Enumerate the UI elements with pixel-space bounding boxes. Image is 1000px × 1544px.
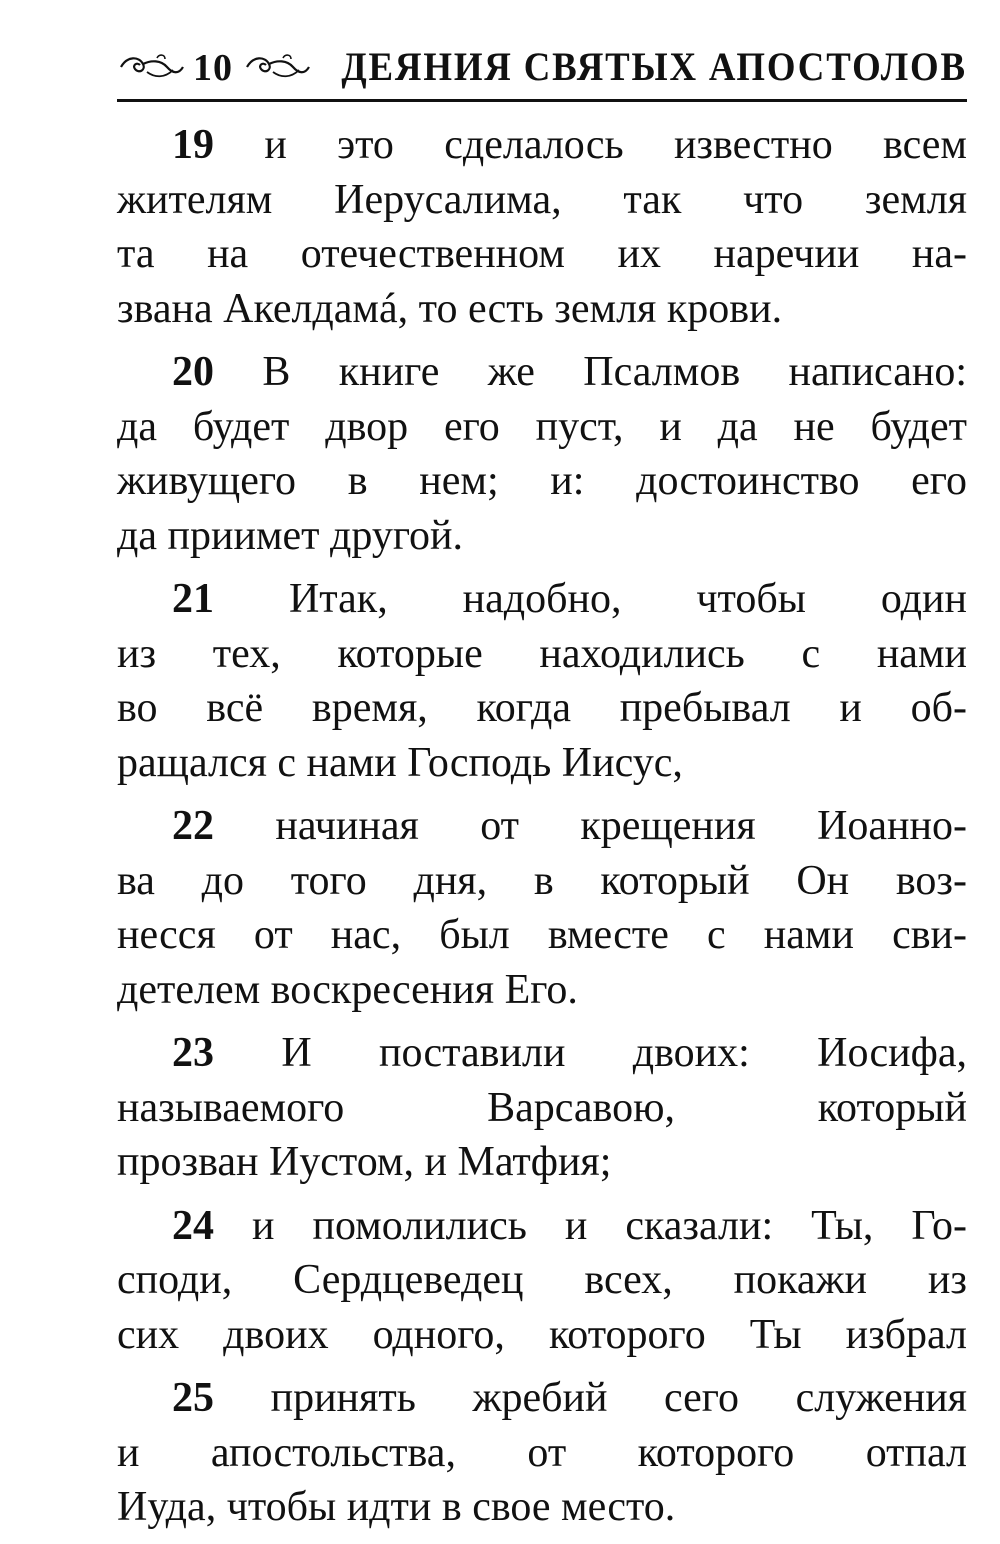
text-line: 19 и это сделалось известно всем bbox=[172, 122, 968, 168]
text-line: сих двоих одного, которого Ты избрал bbox=[117, 1311, 967, 1358]
page-header bbox=[117, 44, 967, 102]
verse-number: 20 bbox=[172, 349, 214, 395]
page-number: 10 bbox=[193, 47, 233, 89]
scroll-flourish-icon bbox=[243, 50, 313, 84]
scripture-text bbox=[117, 118, 967, 1544]
text-line: во всё время, когда пребывал и об- bbox=[117, 685, 967, 731]
text-line: ва до того дня, в который Он воз- bbox=[117, 857, 967, 904]
text-line: и апостольства, от которого отпал bbox=[117, 1429, 967, 1476]
text-line: Иуда, чтобы идти в свое место. bbox=[117, 1484, 676, 1530]
verse-number: 21 bbox=[172, 576, 214, 622]
text-line: 25 принять жребий сего служения bbox=[172, 1375, 968, 1421]
verse bbox=[117, 345, 967, 563]
text-line: споди, Сердцеведец всех, покажи из bbox=[117, 1257, 967, 1303]
text-line: детелем воскресения Его. bbox=[117, 966, 578, 1013]
text-line: живущего в нем; и: достоинство его bbox=[117, 458, 967, 504]
text-line: 20 В книге же Псалмов написано: bbox=[172, 349, 967, 395]
verse-number: 19 bbox=[172, 122, 214, 168]
text-line: жителям Иерусалима, так что земля bbox=[117, 176, 967, 223]
verse-number: 23 bbox=[172, 1030, 214, 1076]
text-line: да будет двор его пуст, и да не будет bbox=[117, 403, 967, 450]
verse bbox=[117, 1026, 967, 1190]
verse bbox=[117, 1371, 967, 1535]
text-line: несся от нас, был вместе с нами сви- bbox=[117, 912, 967, 958]
verse-number: 22 bbox=[172, 803, 214, 849]
verse bbox=[117, 572, 967, 790]
text-line: ращался с нами Господь Иисус, bbox=[117, 739, 683, 786]
verse-number: 25 bbox=[172, 1375, 214, 1421]
verse bbox=[117, 799, 967, 1017]
verse bbox=[117, 118, 967, 336]
text-line: звана Акелдамá, то есть земля крови. bbox=[117, 285, 783, 332]
running-title: ДЕЯНИЯ СВЯТЫХ АПОСТОЛОВ bbox=[341, 44, 967, 89]
text-line: из тех, которые находились с нами bbox=[117, 630, 967, 677]
text-line: называемого Варсавою, который bbox=[117, 1084, 967, 1131]
verse bbox=[117, 1199, 967, 1363]
header-rule bbox=[117, 99, 967, 102]
scroll-flourish-icon bbox=[117, 50, 187, 84]
text-line: 24 и помолились и сказали: Ты, Го- bbox=[172, 1202, 967, 1249]
verse-number: 24 bbox=[172, 1202, 214, 1249]
text-line: 22 начиная от крещения Иоанно- bbox=[172, 803, 967, 849]
text-line: 23 И поставили двоих: Иосифа, bbox=[172, 1030, 968, 1076]
text-line: та на отечественном их наречии на- bbox=[117, 231, 967, 277]
text-line: прозван Иустом, и Матфия; bbox=[117, 1139, 612, 1185]
text-line: да приимет другой. bbox=[117, 512, 463, 559]
text-line: 21 Итак, надобно, чтобы один bbox=[172, 576, 968, 622]
